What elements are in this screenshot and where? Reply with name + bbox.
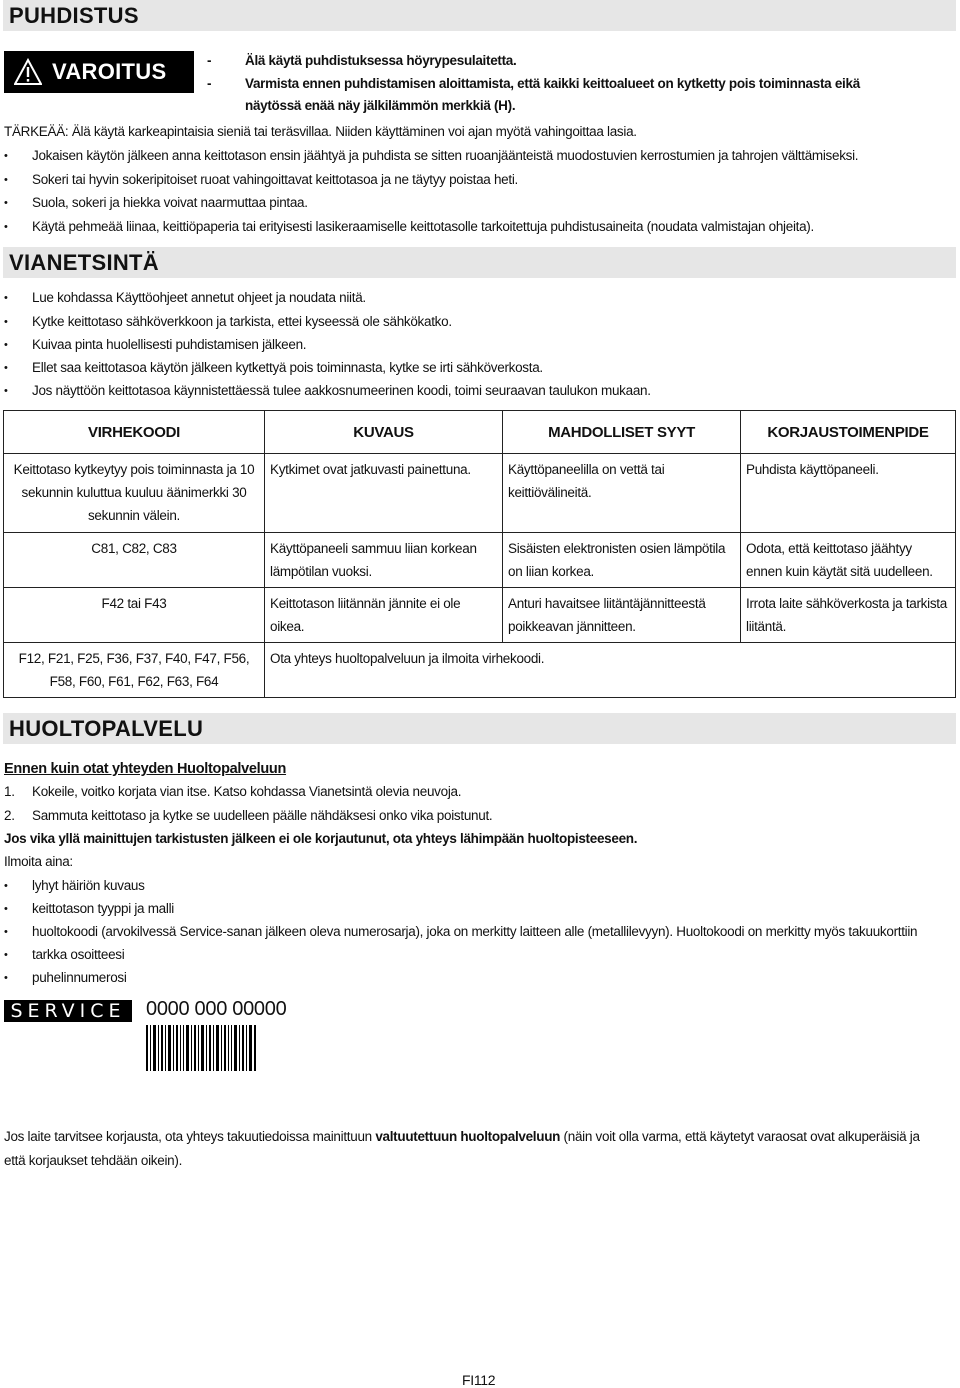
section-heading-cleaning: PUHDISTUS bbox=[3, 0, 956, 31]
column-header: KUVAUS bbox=[265, 411, 503, 454]
list-item: • Jokaisen käytön jälkeen anna keittotason ensin jäähtyä ja puhdista se sitten ruoanjäänteistä muodostuvien kerrostumien ja tahrojen välttämiseksi. bbox=[32, 146, 858, 166]
table-cell: Kytkimet ovat jatkuvasti painettuna. bbox=[265, 454, 503, 533]
table-row bbox=[4, 588, 956, 643]
final-note-pre: Jos laite tarvitsee korjausta, ota yhteys takuutiedoissa mainittuun bbox=[4, 1129, 376, 1144]
section-heading-service: HUOLTOPALVELU bbox=[3, 713, 956, 744]
table-cell: Ota yhteys huoltopalveluun ja ilmoita virhekoodi. bbox=[265, 643, 956, 698]
table-row bbox=[4, 533, 956, 588]
table-cell: C81, C82, C83 bbox=[4, 533, 265, 588]
final-note-bold: valtuutettuun huoltopalveluun bbox=[375, 1129, 561, 1144]
list-item: • puhelinnumerosi bbox=[32, 968, 127, 988]
list-item: • Sokeri tai hyvin sokeripitoiset ruoat vahingoittavat keittotasoa ja ne täytyy poistaa heti. bbox=[32, 170, 518, 190]
final-note-post: (näin voit olla varma, että käytetyt varaosat ovat alkuperäisiä ja bbox=[560, 1129, 920, 1144]
table-header-row bbox=[4, 411, 956, 454]
table-cell: Käyttöpaneeli sammuu liian korkean lämpötilan vuoksi. bbox=[265, 533, 503, 588]
service-label-badge: SERVICE bbox=[4, 1000, 132, 1022]
step-text: Sammuta keittotaso ja kytke se uudelleen päälle nähdäksesi onko vika poistunut. bbox=[32, 808, 493, 823]
bold-note: Jos vika yllä mainittujen tarkistusten jälkeen ei ole korjautunut, ota yhteys lähimpään huoltopisteeseen. bbox=[4, 831, 638, 846]
final-note-line2: että korjaukset tehdään oikein). bbox=[4, 1153, 183, 1168]
table-cell: Puhdista käyttöpaneeli. bbox=[741, 454, 956, 533]
column-header: VIRHEKOODI bbox=[4, 411, 265, 454]
error-code-table bbox=[3, 410, 956, 698]
step-text: Kokeile, voitko korjata vian itse. Katso kohdassa Vianetsintä olevia neuvoja. bbox=[32, 784, 462, 799]
list-item: • Ellet saa keittotasoa käytön jälkeen kytkettyä pois toiminnasta, kytke se irti sähköverkosta. bbox=[32, 358, 543, 378]
list-item: • Käytä pehmeää liinaa, keittiöpaperia tai erityisesti lasikeraamiselle keittotasolle tarkoitettuja puhdistusaineita (noudata valmistajan ohjeita). bbox=[32, 217, 814, 237]
table-cell: Sisäisten elektronisten osien lämpötila on liian korkea. bbox=[503, 533, 741, 588]
warning-line: Varmista ennen puhdistamisen aloittamista, että kaikki keittoalueet on kytketty pois toiminnasta eikä bbox=[245, 76, 860, 91]
list-item: • Jos näyttöön keittotasoa käynnistettäessä tulee aakkosnumeerinen koodi, toimi seuraavan taulukon mukaan. bbox=[32, 381, 651, 401]
inform-label: Ilmoita aina: bbox=[4, 854, 73, 869]
warning-dash: - bbox=[207, 53, 212, 68]
list-item: • keittotason tyyppi ja malli bbox=[32, 899, 174, 919]
table-cell: Anturi havaitsee liitäntäjännitteestä poikkeavan jännitteen. bbox=[503, 588, 741, 643]
final-note-line1 bbox=[4, 1127, 920, 1147]
warning-icon bbox=[14, 58, 42, 86]
table-cell: Keittotason liitännän jännite ei ole oikea. bbox=[265, 588, 503, 643]
table-cell: Odota, että keittotaso jäähtyy ennen kuin käytät sitä uudelleen. bbox=[741, 533, 956, 588]
column-header: MAHDOLLISET SYYT bbox=[503, 411, 741, 454]
table-cell: Käyttöpaneelilla on vettä tai keittiövälineitä. bbox=[503, 454, 741, 533]
important-note: TÄRKEÄÄ: Älä käytä karkeapintaisia sieniä tai teräsvillaa. Niiden käyttäminen voi ajan myötä vahingoittaa lasia. bbox=[4, 124, 637, 139]
list-item: • lyhyt häiriön kuvaus bbox=[32, 876, 145, 896]
list-item: • Kuivaa pinta huolellisesti puhdistamisen jälkeen. bbox=[32, 335, 306, 355]
list-item: • Lue kohdassa Käyttöohjeet annetut ohjeet ja noudata niitä. bbox=[32, 288, 366, 308]
list-item: • Kytke keittotaso sähköverkkoon ja tarkista, ettei kyseessä ole sähkökatko. bbox=[32, 312, 452, 332]
table-cell: Irrota laite sähköverkosta ja tarkista liitäntä. bbox=[741, 588, 956, 643]
step-number: 1. bbox=[4, 784, 15, 799]
warning-line: näytössä enää näy jälkilämmön merkkiä (H). bbox=[245, 98, 516, 113]
table-cell: F12, F21, F25, F36, F37, F40, F47, F56, F58, F60, F61, F62, F63, F64 bbox=[4, 643, 265, 698]
warning-dash: - bbox=[207, 76, 212, 91]
warning-label: VAROITUS bbox=[52, 59, 167, 84]
service-subheading: Ennen kuin otat yhteyden Huoltopalveluun bbox=[4, 761, 287, 777]
table-cell: F42 tai F43 bbox=[4, 588, 265, 643]
page-number: FI112 bbox=[462, 1372, 496, 1388]
table-row bbox=[4, 454, 956, 533]
column-header: KORJAUSTOIMENPIDE bbox=[741, 411, 956, 454]
list-item: • tarkka osoitteesi bbox=[32, 945, 124, 965]
step-number: 2. bbox=[4, 808, 15, 823]
barcode-icon bbox=[146, 1025, 256, 1071]
table-cell: Keittotaso kytkeytyy pois toiminnasta ja 10 sekunnin kuluttua kuuluu äänimerkki 30 sekunnin välein. bbox=[4, 454, 265, 533]
list-item: • Suola, sokeri ja hiekka voivat naarmuttaa pintaa. bbox=[32, 193, 308, 213]
service-number: 0000 000 00000 bbox=[146, 998, 287, 1020]
warning-badge bbox=[4, 51, 194, 93]
warning-line: Älä käytä puhdistuksessa höyrypesulaitetta. bbox=[245, 53, 517, 68]
section-heading-troubleshooting: VIANETSINTÄ bbox=[3, 247, 956, 278]
table-row bbox=[4, 643, 956, 698]
list-item: • huoltokoodi (arvokilvessä Service-sanan jälkeen oleva numerosarja), joka on merkitty laitteen alle (metallilevyyn). Huoltokoodi on merkitty myös takuukorttiin bbox=[32, 922, 917, 942]
